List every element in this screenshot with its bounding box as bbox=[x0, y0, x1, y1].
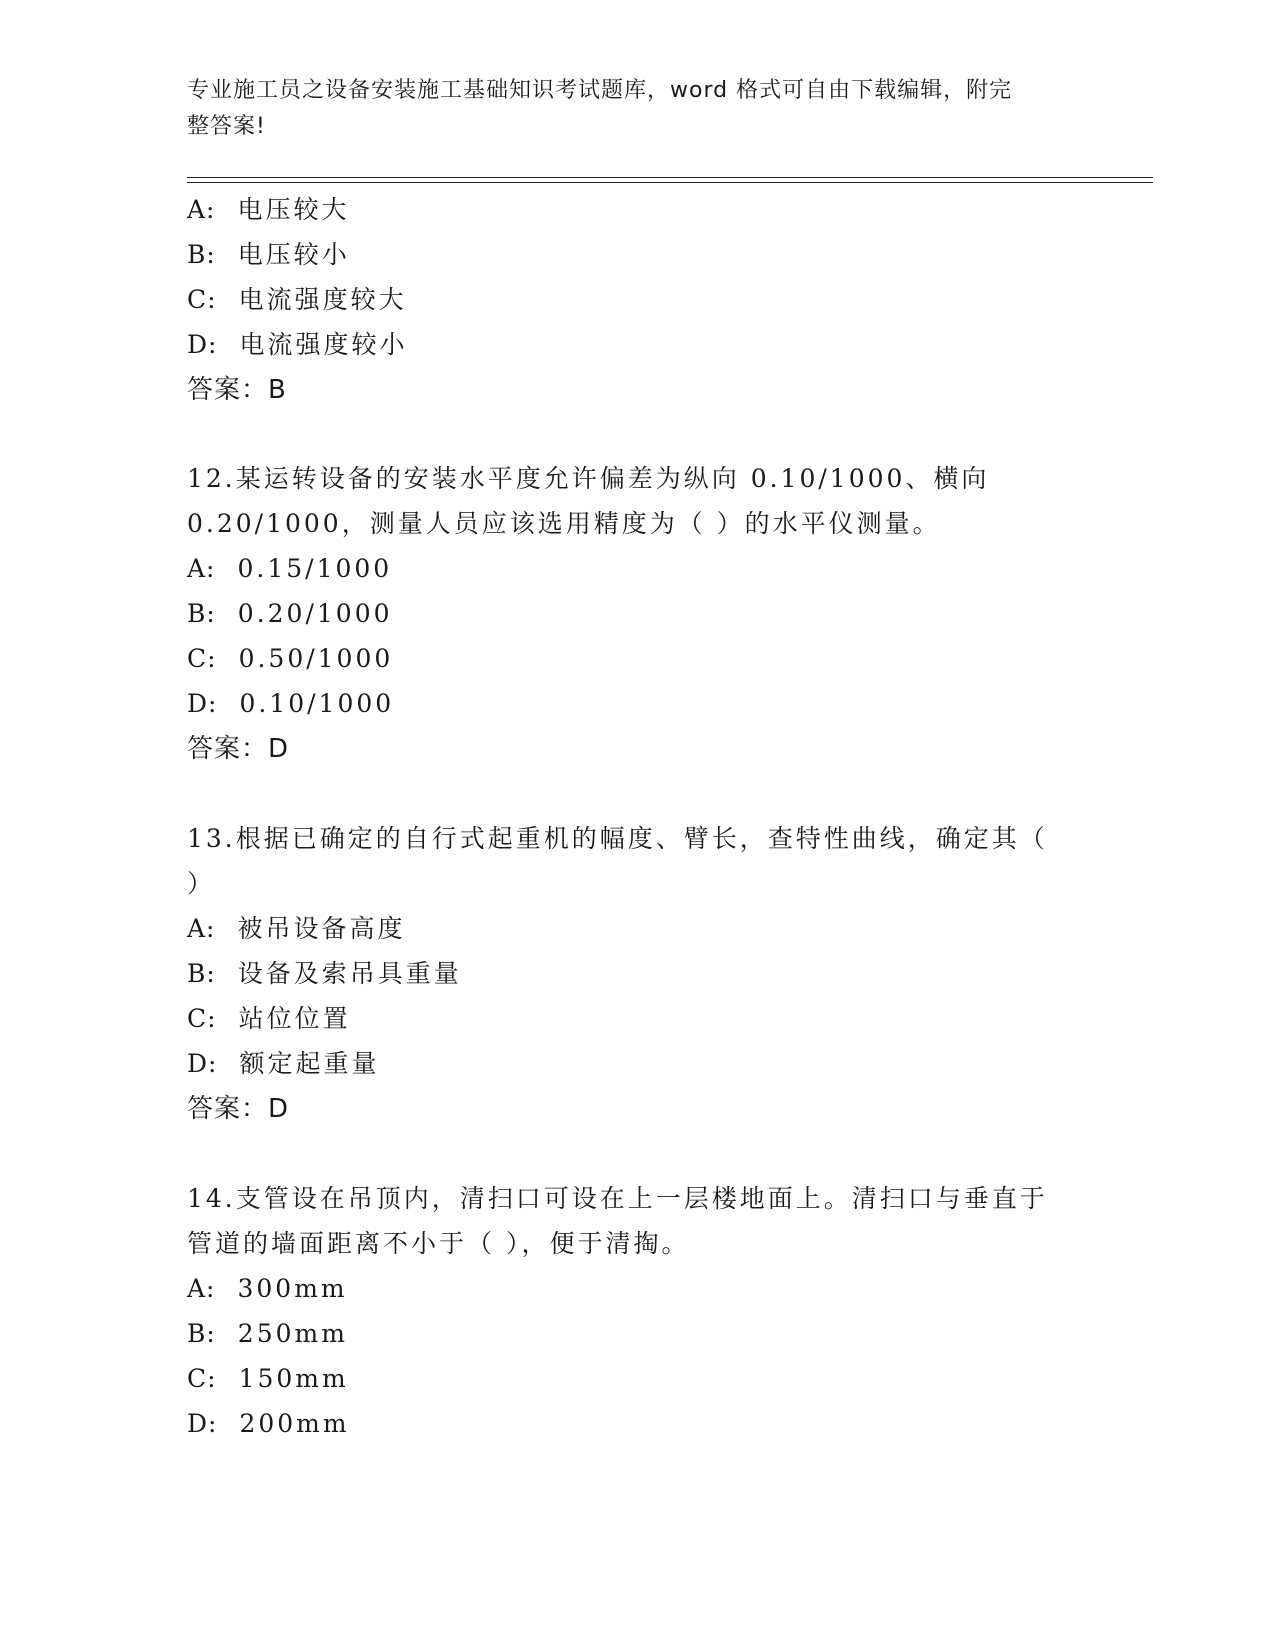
option-text: 250mm bbox=[237, 1319, 348, 1348]
option-text: 设备及索吊具重量 bbox=[237, 959, 462, 988]
option-label: C: bbox=[187, 1004, 217, 1033]
option-label: C: bbox=[187, 285, 217, 314]
option-b bbox=[187, 240, 350, 270]
option-b bbox=[187, 1319, 348, 1349]
option-label: D: bbox=[187, 689, 218, 718]
option-a bbox=[187, 914, 406, 944]
document-header bbox=[187, 73, 1067, 145]
option-text: 300mm bbox=[237, 1274, 348, 1303]
option-text: 站位位置 bbox=[238, 1004, 351, 1033]
option-label: B: bbox=[187, 240, 216, 269]
option-text: 150mm bbox=[238, 1364, 349, 1393]
option-text: 被吊设备高度 bbox=[237, 914, 406, 943]
option-text: 200mm bbox=[239, 1409, 350, 1438]
header-divider-bottom bbox=[187, 182, 1153, 183]
answer-line: 答案：D bbox=[187, 1094, 290, 1124]
option-label: A: bbox=[187, 914, 216, 943]
option-text: 额定起重量 bbox=[239, 1049, 380, 1078]
option-label: D: bbox=[187, 1409, 218, 1438]
option-label: C: bbox=[187, 644, 217, 673]
option-label: A: bbox=[187, 554, 216, 583]
option-label: A: bbox=[187, 195, 216, 224]
option-d bbox=[187, 1049, 379, 1079]
header-divider-top bbox=[187, 177, 1153, 178]
answer-line: 答案：D bbox=[187, 734, 290, 764]
option-d bbox=[187, 1409, 350, 1439]
option-a bbox=[187, 195, 350, 225]
option-text: 电压较小 bbox=[237, 240, 350, 269]
option-c bbox=[187, 1004, 351, 1034]
question-13-line-1: 13.根据已确定的自行式起重机的幅度、臂长，查特性曲线，确定其（ bbox=[187, 824, 1048, 853]
option-a bbox=[187, 1274, 348, 1304]
option-d bbox=[187, 330, 407, 360]
option-label: A: bbox=[187, 1274, 216, 1303]
option-text: 0.20/1000 bbox=[237, 599, 393, 628]
option-d bbox=[187, 689, 394, 719]
option-label: B: bbox=[187, 599, 216, 628]
option-c bbox=[187, 1364, 349, 1394]
option-text: 0.10/1000 bbox=[239, 689, 395, 718]
option-label: C: bbox=[187, 1364, 217, 1393]
option-text: 0.50/1000 bbox=[238, 644, 394, 673]
question-14-line-1: 14.支管设在吊顶内，清扫口可设在上一层楼地面上。清扫口与垂直于 bbox=[187, 1184, 1048, 1213]
question-14-line-2: 管道的墙面距离不小于（ ），便于清掏。 bbox=[187, 1229, 690, 1258]
option-c bbox=[187, 285, 407, 315]
question-12-line-2: 0.20/1000，测量人员应该选用精度为（ ）的水平仪测量。 bbox=[187, 509, 941, 538]
option-label: B: bbox=[187, 959, 216, 988]
option-c bbox=[187, 644, 393, 674]
answer-line: 答案：B bbox=[187, 375, 287, 405]
header-line-2: 整答案! bbox=[187, 114, 266, 139]
option-text: 电流强度较大 bbox=[238, 285, 407, 314]
option-text: 电流强度较小 bbox=[239, 330, 408, 359]
option-b bbox=[187, 599, 393, 629]
question-13-line-2: ） bbox=[187, 869, 216, 898]
option-label: B: bbox=[187, 1319, 216, 1348]
option-text: 电压较大 bbox=[237, 195, 350, 224]
option-b bbox=[187, 959, 462, 989]
option-a bbox=[187, 554, 392, 584]
option-label: D: bbox=[187, 330, 218, 359]
option-text: 0.15/1000 bbox=[237, 554, 393, 583]
option-label: D: bbox=[187, 1049, 218, 1078]
question-12-line-1: 12.某运转设备的安装水平度允许偏差为纵向 0.10/1000、横向 bbox=[187, 464, 990, 493]
header-line-1: 专业施工员之设备安装施工基础知识考试题库，word 格式可自由下载编辑，附完 bbox=[187, 78, 1013, 103]
